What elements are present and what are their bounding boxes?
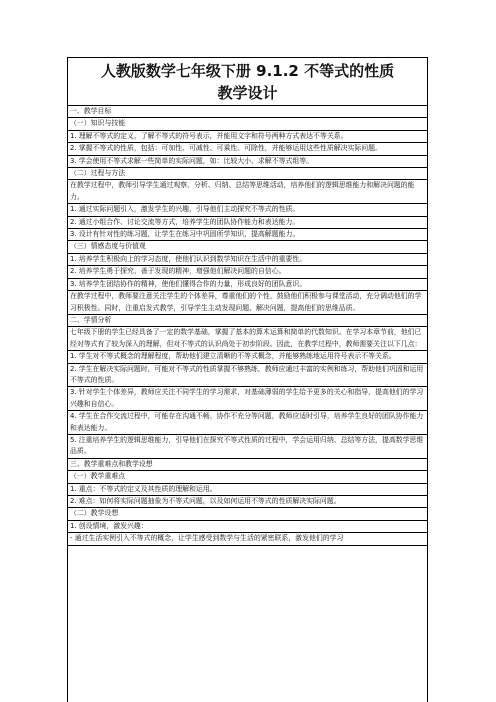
text-row: 3. 培养学生团结协作的精神，使他们懂得合作的力量，形成良好的团队意识。 — [68, 279, 427, 291]
text-row: （二）教学设想 — [68, 508, 427, 520]
text-row: 在教学过程中，教师要注意关注学生的个体差异，尊重他们的个性，鼓励他们积极参与课堂活动，充分调动他们的学习积极性。同时，注重启发式教学，引导学生主动发现问题、解决问题，提高他们的思维品质。 — [68, 291, 427, 315]
text-row: （二）过程与方法 — [68, 168, 427, 180]
text-row: 3. 学会使用不等式求解一些简单的实际问题，如：比较大小、求解不等式组等。 — [68, 156, 427, 168]
text-row: 4. 学生在合作交流过程中，可能存在沟通不畅、协作不充分等问题，教师应适时引导，培养学生良好的团队协作能力和表达能力。 — [68, 411, 427, 435]
text-row: 5. 注重培养学生的逻辑思维能力，引导他们在探究不等式性质的过程中，学会运用归纳、总结等方法，提高数学思维品质。 — [68, 435, 427, 459]
text-row: 3. 设计有针对性的练习题，让学生在练习中巩固所学知识，提高解题能力。 — [68, 229, 427, 241]
text-row: 1. 重点：不等式的定义及其性质的理解和运用。 — [68, 484, 427, 496]
content-rows — [68, 106, 427, 546]
text-row: 1. 创设情境，激发兴趣： — [68, 521, 427, 533]
text-row: （一）教学重难点 — [68, 471, 427, 483]
document-title-line-2: 教学设计 — [217, 84, 278, 102]
text-row: 2. 掌握不等式的性质，包括：可加性、可减性、可乘性、可除性，并能够运用这些性质解决实际问题。 — [68, 143, 427, 155]
text-row: 1. 培养学生积极向上的学习态度，使他们认识到数学知识在生活中的重要性。 — [68, 254, 427, 266]
text-row: （三）情感态度与价值观 — [68, 241, 427, 253]
text-row: 2. 培养学生勇于探究、善于发现的精神，增强他们解决问题的自信心。 — [68, 266, 427, 278]
title-box — [68, 58, 427, 106]
text-row: 二、学情分析 — [68, 315, 427, 327]
text-row: 2. 通过小组合作、讨论交流等方式，培养学生的团队协作能力和表达能力。 — [68, 217, 427, 229]
text-row: 一、教学目标 — [68, 106, 427, 118]
text-row: 1. 通过实际问题引入，激发学生的兴趣，引导他们主动探究不等式的性质。 — [68, 204, 427, 216]
text-row: 3. 针对学生个体差异，教师应关注不同学生的学习需求，对基础薄弱的学生给予更多的关心和指导，提高他们的学习兴趣和自信心。 — [68, 387, 427, 411]
text-row: 在教学过程中，教师引导学生通过观察、分析、归纳、总结等思维活动，培养他们的逻辑思维能力和解决问题的能力。 — [68, 180, 427, 204]
document-title-line-1: 人教版数学七年级下册 9.1.2 不等式的性质 — [100, 62, 395, 80]
text-row: 2. 难点：如何将实际问题抽象为不等式问题，以及如何运用不等式的性质解决实际问题。 — [68, 496, 427, 508]
text-row: - 通过生活实例引入不等式的概念，让学生感受到数学与生活的紧密联系，激发他们的学习 — [68, 533, 427, 545]
text-row: 七年级下册的学生已经具备了一定的数学基础，掌握了基本的算术运算和简单的代数知识。在学习本章节前，他们已经对等式有了较为深入的理解，但对不等式的认识尚处于初步阶段。因此，在教学过程中，教师需要关注以下几点： — [68, 327, 427, 351]
text-row: 1. 学生对不等式概念的理解程度，帮助他们建立清晰的不等式概念，并能够熟练地运用符号表示不等关系。 — [68, 351, 427, 363]
text-row: 三、教学重难点和教学设想 — [68, 459, 427, 471]
document-page — [67, 57, 428, 702]
text-row: （一）知识与技能 — [68, 118, 427, 130]
text-row: 2. 学生在解决实际问题时，可能对不等式的性质掌握不够熟练，教师应通过丰富的实例和练习，帮助他们巩固和运用不等式的性质。 — [68, 364, 427, 388]
text-row: 1. 理解不等式的定义，了解不等式的符号表示，并能用文字和符号两种方式表达不等关系。 — [68, 131, 427, 143]
